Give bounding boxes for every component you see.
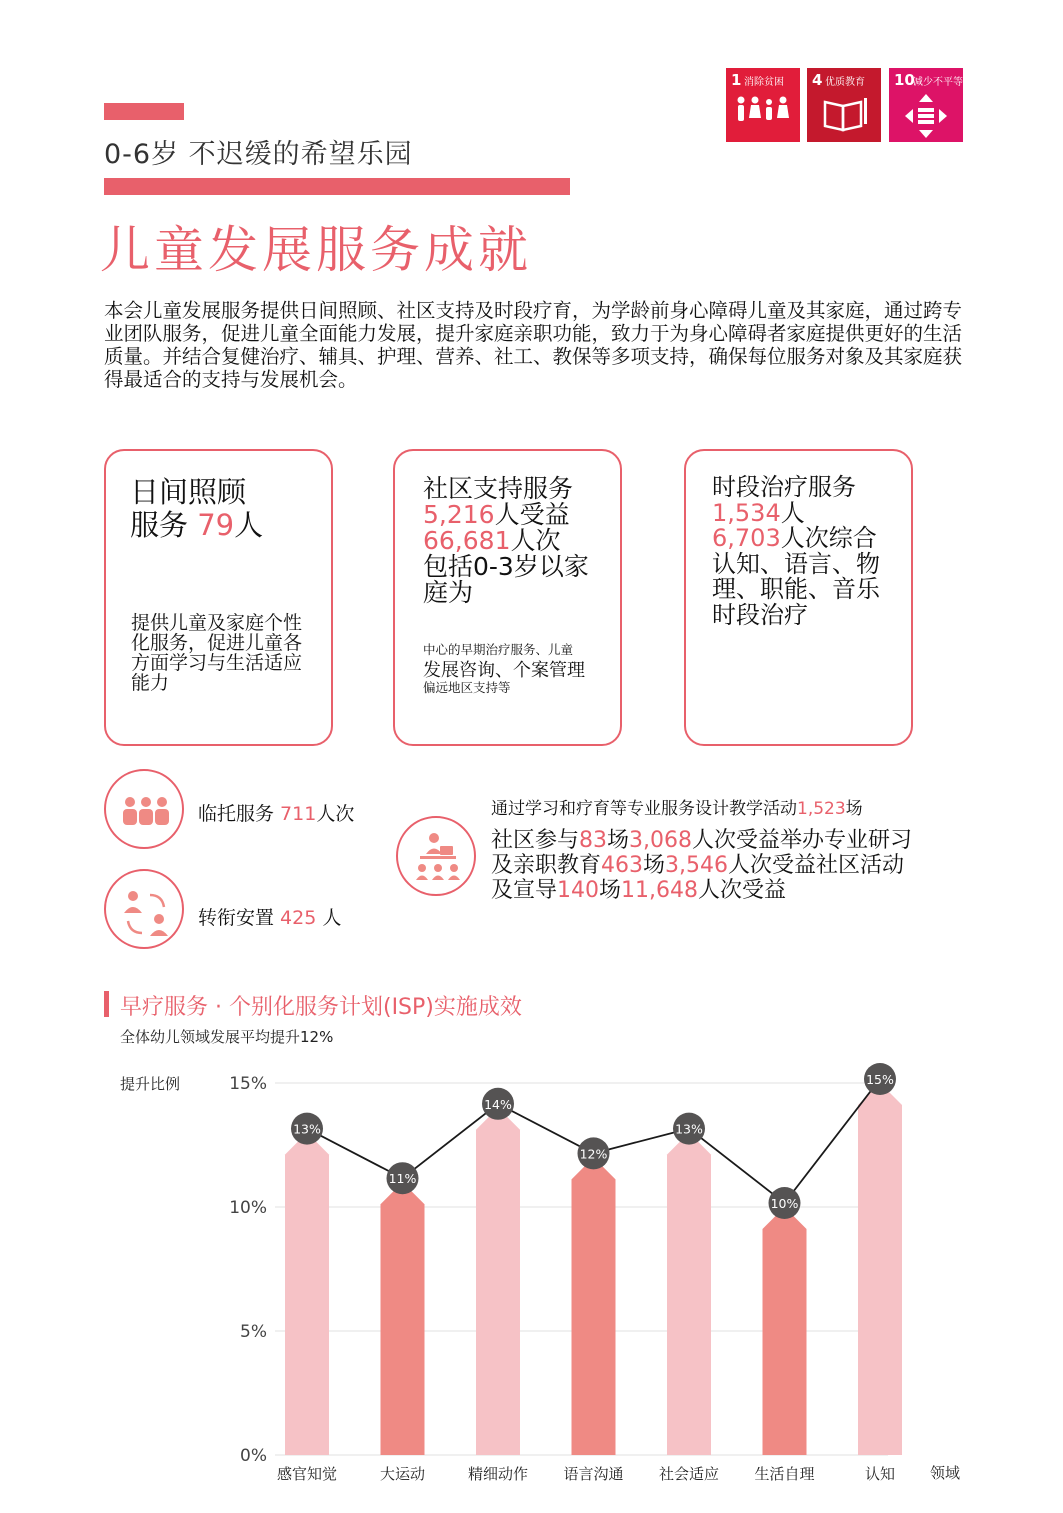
stat-activities: 通过学习和疗育等专业服务设计教学活动1,523场 社区参与83场3,068人次受益举办专业研习及亲职教育463场3,546人次受益社区活动及宣导140场11,648人次受益	[491, 799, 913, 903]
x-tick-label: 认知	[864, 1465, 896, 1483]
x-tick-label: 感官知觉	[276, 1465, 338, 1483]
card-day-care-title: 日间照顾 服务 79人	[130, 475, 264, 542]
card-community	[393, 449, 622, 746]
bar	[476, 1108, 520, 1455]
sdg-label: 优质教育	[825, 77, 865, 88]
card-day-care	[104, 449, 333, 746]
sdg-label: 减少不平等	[913, 77, 963, 88]
data-label: 13%	[293, 1121, 321, 1137]
data-label: 13%	[675, 1121, 703, 1137]
x-tick-label: 精细动作	[467, 1465, 529, 1483]
bar	[381, 1182, 425, 1455]
day-care-count: 79	[197, 508, 235, 542]
sdg-number: 1	[731, 71, 742, 89]
data-label: 12%	[579, 1146, 608, 1162]
card-day-care-desc: 提供儿童及家庭个性化服务，促进儿童各方面学习与生活适应能力	[131, 612, 303, 694]
y-tick-label: 15%	[229, 1074, 267, 1094]
data-label: 14%	[484, 1096, 512, 1112]
card-therapy	[684, 449, 913, 746]
bar	[858, 1083, 902, 1455]
accent-bar-long	[104, 178, 570, 195]
intro-paragraph: 本会儿童发展服务提供日间照顾、社区支持及时段疗育，为学龄前身心障碍儿童及其家庭，通过跨专业团队服务，促进儿童全面能力发展，提升家庭亲职功能，致力于为身心障碍者家庭提供更好的生活质量。并结合复健治疗、辅具、护理、营养、社工、教保等多项支持，确保每位服务对象及其家庭获得最适合的支持与发展机会。	[104, 299, 963, 391]
x-tick-label: 大运动	[379, 1465, 426, 1483]
sdg-badge-1	[726, 68, 800, 142]
sdg-badge-10	[889, 68, 963, 142]
chart-x-label: 领域	[930, 1464, 961, 1482]
section-subtitle: 全体幼儿领域发展平均提升12%	[120, 1028, 334, 1046]
equality-icon	[889, 90, 963, 142]
sdg-label: 消除贫困	[744, 77, 784, 88]
chart-y-label: 提升比例	[120, 1075, 181, 1093]
y-tick-label: 10%	[229, 1198, 267, 1218]
page-subtitle: 0-6岁 不迟缓的希望乐园	[104, 139, 413, 170]
page-title: 儿童发展服务成就	[100, 221, 532, 279]
bar	[763, 1207, 807, 1455]
y-tick-label: 0%	[240, 1446, 267, 1466]
stat-respite: 临托服务 711人次	[198, 803, 355, 825]
sdg-badge-4	[807, 68, 881, 142]
teaching-icon	[396, 816, 476, 896]
section-accent-bar	[104, 991, 109, 1017]
family-icon	[726, 90, 800, 142]
section-title: 早疗服务 · 个别化服务计划(ISP)实施成效	[120, 995, 522, 1020]
bar	[572, 1157, 616, 1455]
book-icon	[807, 90, 881, 142]
data-label: 15%	[866, 1072, 894, 1087]
sdg-number: 4	[812, 71, 823, 89]
bar	[667, 1133, 711, 1455]
x-tick-label: 语言沟通	[563, 1465, 624, 1483]
card-community-title: 社区支持服务 5,216人受益 66,681人次 包括0-3岁以家庭为	[423, 474, 589, 607]
x-tick-label: 社会适应	[658, 1465, 720, 1483]
accent-bar-short	[104, 103, 184, 120]
isp-bar-chart	[220, 1060, 920, 1485]
card-community-desc: 中心的早期治疗服务、儿童 发展咨询、个案管理 偏远地区支持等	[423, 642, 585, 695]
transfer-icon	[104, 869, 184, 949]
x-tick-label: 生活自理	[754, 1465, 815, 1483]
data-label: 10%	[770, 1196, 799, 1211]
card-therapy-title: 时段治疗服务 1,534人 6,703人次综合认知、语言、物理、职能、音乐时段治疗	[712, 473, 880, 629]
sdg-number: 10	[894, 71, 915, 89]
data-label: 11%	[388, 1171, 417, 1187]
respite-icon	[104, 769, 184, 849]
y-tick-label: 5%	[240, 1322, 267, 1342]
stat-transfer: 转衔安置 425 人	[198, 907, 342, 929]
bar	[285, 1133, 329, 1455]
